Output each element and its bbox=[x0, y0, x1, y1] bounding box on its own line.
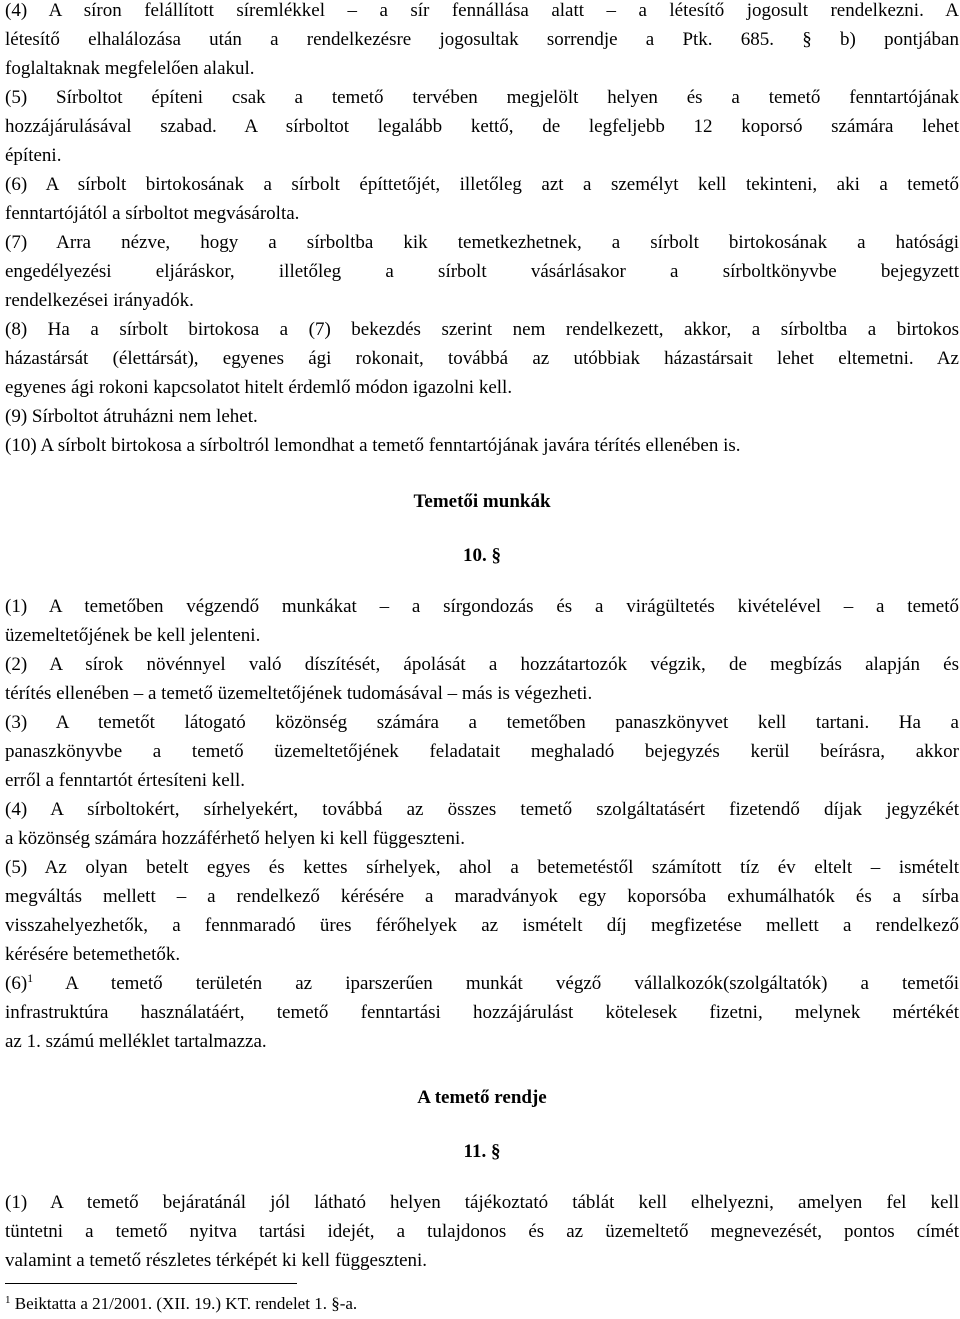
text-line: létesítő elhalálozása után a rendelkezésre jogosultak sorrendje a Ptk. 685. § b) pontjában bbox=[5, 29, 959, 50]
text-line: hozzájárulásával szabad. A sírboltot legalább kettő, de legfeljebb 12 koporsó számára lehet bbox=[5, 116, 959, 137]
section-number-10: 10. § bbox=[463, 545, 501, 566]
text-line: panaszkönyvbe a temető üzemeltetőjének feladatait meghaladó bejegyzés kerül beírásra, akkor bbox=[5, 741, 959, 762]
text-line: (1) A temetőben végzendő munkákat – a sírgondozás és a virágültetés kivételével – a temető bbox=[5, 596, 959, 617]
footnote-reference: 1 bbox=[27, 971, 34, 985]
paragraph-p8 bbox=[5, 315, 959, 402]
text-line: (5) Az olyan betelt egyes és kettes sírhelyek, ahol a betemetéstől számított tíz év eltelt – ismételt bbox=[5, 857, 959, 878]
text-line: erről a fenntartót értesíteni kell. bbox=[5, 770, 246, 791]
paragraph-s10p6 bbox=[5, 969, 959, 1056]
footnote-marker: 1 bbox=[5, 1294, 11, 1306]
paragraph-s11p1 bbox=[5, 1188, 959, 1275]
text-line: a közönség számára hozzáférhető helyen ki kell függeszteni. bbox=[5, 828, 466, 849]
text-line: visszahelyezhetők, a fennmaradó üres férőhelyek az ismételt díj megfizetése mellett a rendelkező bbox=[5, 915, 959, 936]
paragraph-s10p2 bbox=[5, 650, 959, 708]
paragraph-p10 bbox=[5, 431, 959, 460]
paragraph-s10p3 bbox=[5, 708, 959, 795]
text-line: megváltás mellett – a rendelkező kérésére a maradványok egy koporsóba exhumálhatók és a sírba bbox=[5, 886, 959, 907]
footnote-separator bbox=[5, 1283, 297, 1284]
paragraph-s10p4 bbox=[5, 795, 959, 853]
paragraph-s10p5 bbox=[5, 853, 959, 969]
text-line: (4) A sírboltokért, sírhelyekért, továbbá az összes temető szolgáltatásért fizetendő díjak jegyzékét bbox=[5, 799, 959, 820]
text-line: építeni. bbox=[5, 145, 62, 166]
section-number-11: 11. § bbox=[463, 1141, 501, 1162]
paragraph-p4 bbox=[5, 0, 959, 83]
text-line: engedélyezési eljáráskor, illetőleg a sírbolt vásárlásakor a sírboltkönyvbe bejegyzett bbox=[5, 261, 959, 282]
footnote bbox=[5, 1293, 357, 1315]
text-line: (4) A síron felállított síremlékkel – a sír fennállása alatt – a létesítő jogosult rendelkezni. A bbox=[5, 0, 959, 21]
text-line: üzemeltetőjének be kell jelenteni. bbox=[5, 625, 261, 646]
text-line: (3) A temetőt látogató közönség számára a temetőben panaszkönyvet kell tartani. Ha a bbox=[5, 712, 959, 733]
text-line: infrastruktúra használatáért, temető fenntartási hozzájárulást kötelesek fizetni, melynek mértékét bbox=[5, 1002, 959, 1023]
line-text: A temető területén az iparszerűen munkát végző vállalkozók(szolgáltatók) a temetői bbox=[33, 973, 959, 994]
paragraph-p7 bbox=[5, 228, 959, 315]
text-line: rendelkezései irányadók. bbox=[5, 290, 194, 311]
text-line: (7) Arra nézve, hogy a sírboltba kik temetkezhetnek, a sírbolt birtokosának a hatósági bbox=[5, 232, 959, 253]
text-line: térítés ellenében – a temető üzemeltetőjének tudomásával – más is végezheti. bbox=[5, 683, 593, 704]
text-line: (6) A sírbolt birtokosának a sírbolt építtetőjét, illetőleg azt a személyt kell tekinteni, aki a temető bbox=[5, 174, 959, 195]
footnote-text: Beiktatta a 21/2001. (XII. 19.) KT. rendelet 1. §-a. bbox=[10, 1294, 358, 1313]
paragraph-p5 bbox=[5, 83, 959, 170]
text-line: (2) A sírok növénnyel való díszítését, ápolását a hozzátartozók végzik, de megbízás alapján és bbox=[5, 654, 959, 675]
text-line: fenntartójától a sírboltot megvásárolta. bbox=[5, 203, 300, 224]
text-line: házastársát (élettársát), egyenes ági rokonait, továbbá az utóbbiak házastársait lehet eltemetni. Az bbox=[5, 348, 959, 369]
text-line: (9) Sírboltot átruházni nem lehet. bbox=[5, 406, 258, 427]
text-line: kérésére betemethetők. bbox=[5, 944, 181, 965]
text-line: az 1. számú melléklet tartalmazza. bbox=[5, 1031, 267, 1052]
section-11-paragraphs bbox=[5, 1188, 959, 1275]
heading-temeto-rendje: A temető rendje bbox=[417, 1087, 547, 1108]
paragraph-number: (6) bbox=[5, 973, 28, 994]
text-line: valamint a temető részletes térképét ki kell függeszteni. bbox=[5, 1250, 428, 1271]
document-page bbox=[5, 0, 959, 1275]
heading-temetoi-munkak: Temetői munkák bbox=[413, 491, 551, 512]
paragraph-p9 bbox=[5, 402, 959, 431]
text-line bbox=[5, 969, 959, 998]
section-sirbolt-paragraphs bbox=[5, 0, 959, 460]
paragraph-s10p1 bbox=[5, 592, 959, 650]
text-line: (1) A temető bejáratánál jól látható helyen tájékoztató táblát kell elhelyezni, amelyen fel kell bbox=[5, 1192, 959, 1213]
text-line: foglaltaknak megfelelően alakul. bbox=[5, 58, 255, 79]
text-line: egyenes ági rokoni kapcsolatot hitelt érdemlő módon igazolni kell. bbox=[5, 377, 513, 398]
text-line: (5) Sírboltot építeni csak a temető tervében megjelölt helyen és a temető fenntartójának bbox=[5, 87, 959, 108]
text-line: (10) A sírbolt birtokosa a sírboltról lemondhat a temető fenntartójának javára térítés ellenében is. bbox=[5, 435, 741, 456]
paragraph-p6 bbox=[5, 170, 959, 228]
section-10-paragraphs bbox=[5, 592, 959, 1056]
text-line: (8) Ha a sírbolt birtokosa a (7) bekezdés szerint nem rendelkezett, akkor, a sírboltba a birtokos bbox=[5, 319, 959, 340]
text-line: tüntetni a temető nyitva tartási idejét, a tulajdonos és az üzemeltető megnevezését, pontos címét bbox=[5, 1221, 959, 1242]
